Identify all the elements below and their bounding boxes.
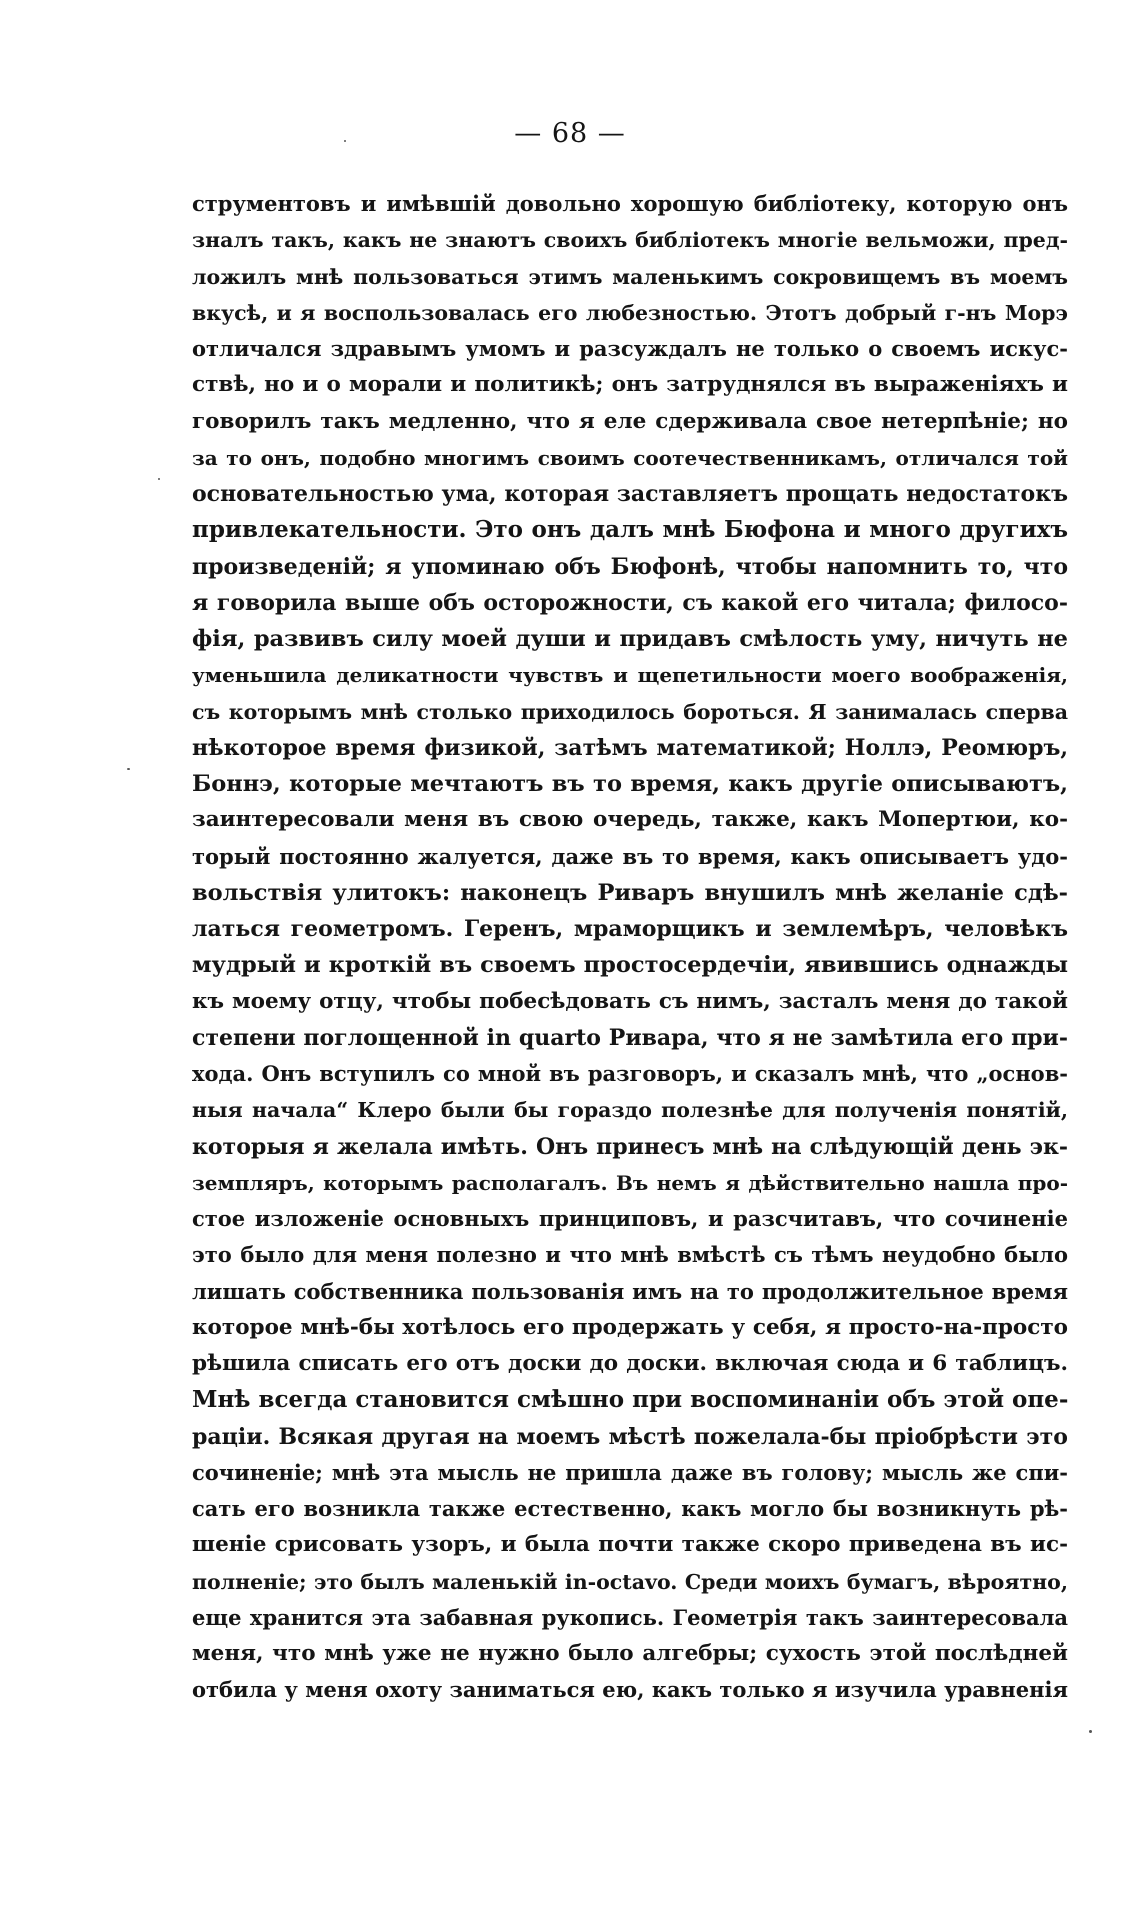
text-line: Боннэ, которые мечтаютъ въ то время, какъ другіе описываютъ, [192,771,1068,797]
text-line: заинтересовали меня въ свою очередь, также, какъ Мопертюи, ко- [192,807,1068,833]
text-line: которыя я желала имѣть. Онъ принесъ мнѣ на слѣдующій день эк- [192,1133,1068,1160]
text-line: струментовъ и имѣвшій довольно хорошую библіотеку, которую онъ [192,191,1068,216]
text-line: степени поглощенной in quarto Ривара, что я не замѣтила его при- [192,1024,1068,1051]
text-line: съ которымъ мнѣ столько приходилось бороться. Я занималась сперва [192,699,1068,724]
text-line: ныя начала“ Клеро были бы гораздо полезнѣе для полученія понятій, [192,1098,1068,1123]
text-line: полненіе; это былъ маленькій in-octavo. Среди моихъ бумагъ, вѣроятно, [192,1569,1068,1594]
scan-speck [158,478,160,480]
text-line: стое изложеніе основныхъ принциповъ, и разсчитавъ, что сочиненіе [192,1206,1068,1231]
text-line: нѣкоторое время физикой, затѣмъ математикой; Ноллэ, Реомюръ, [192,734,1068,761]
text-line: фія, развивъ силу моей души и придавъ смѣлость уму, ничуть не [192,626,1068,652]
text-line: рѣшила списать его отъ доски до доски. включая сюда и 6 таблицъ. [192,1351,1068,1376]
text-line: зналъ такъ, какъ не знаютъ своихъ библіотекъ многіе вельможи, пред- [192,228,1068,253]
text-line: вкусѣ, и я воспользовалась его любезностью. Этотъ добрый г-нъ Морэ [192,300,1068,325]
text-line: лишать собственника пользованія имъ на то продолжительное время [192,1278,1068,1304]
text-line: сать его возникла также естественно, какъ могло бы возникнуть рѣ- [192,1496,1068,1521]
text-line: мудрый и кроткій въ своемъ простосердечіи, явившись однажды [192,952,1068,979]
text-line: Мнѣ всегда становится смѣшно при воспоминаніи объ этой опе- [192,1386,1068,1414]
text-line: латься геометромъ. Геренъ, мраморщикъ и землемѣръ, человѣкъ [192,916,1068,942]
page-number: — 68 — [514,118,626,149]
text-line: вольствія улитокъ: наконецъ Риваръ внушилъ мнѣ желаніе сдѣ- [192,879,1068,906]
text-line: еще хранится эта забавная рукопись. Геометрія такъ заинтересовала [192,1604,1068,1630]
text-line: отличался здравымъ умомъ и разсуждалъ не только о своемъ искус- [192,336,1068,361]
body-text [192,186,1068,1709]
text-line: за то онъ, подобно многимъ своимъ соотечественникамъ, отличался той [192,445,1068,470]
text-line: которое мнѣ-бы хотѣлось его продержать у себя, я просто-на-просто [192,1314,1068,1340]
text-line: земпляръ, которымъ располагалъ. Въ немъ я дѣйствительно нашла про- [192,1170,1068,1195]
text-line: привлекательности. Это онъ далъ мнѣ Бюфона и много другихъ [192,516,1068,544]
text-line: ствѣ, но и о морали и политикѣ; онъ затруднялся въ выраженіяхъ и [192,372,1068,398]
text-line: я говорила выше объ осторожности, съ какой его читала; филосо- [192,589,1068,616]
scan-speck [344,140,346,142]
text-line: шеніе срисовать узоръ, и была почти также скоро приведена въ ис- [192,1532,1068,1558]
text-line: говорилъ такъ медленно, что я еле сдерживала свое нетерпѣніе; но [192,408,1068,434]
text-line: торый постоянно жалуется, даже въ то время, какъ описываетъ удо- [192,843,1068,869]
scan-speck [1089,1730,1092,1733]
scan-speck [127,768,130,770]
text-line: основательностью ума, которая заставляетъ прощать недостатокъ [192,481,1068,507]
text-line: меня, что мнѣ уже не нужно было алгебры; сухость этой послѣдней [192,1641,1068,1666]
text-line: къ моему отцу, чтобы побесѣдовать съ нимъ, засталъ меня до такой [192,988,1068,1014]
text-line: произведеній; я упоминаю объ Бюфонѣ, чтобы напомнить то, что [192,553,1068,580]
text-line: хода. Онъ вступилъ со мной въ разговоръ, и сказалъ мнѣ, что „основ- [192,1061,1068,1086]
text-line: уменьшила деликатности чувствъ и щепетильности моего воображенія, [192,663,1068,688]
text-line: ложилъ мнѣ пользоваться этимъ маленькимъ сокровищемъ въ моемъ [192,264,1068,289]
text-line: отбила у меня охоту заниматься ею, какъ только я изучила уравненія [192,1677,1068,1703]
text-line: сочиненіе; мнѣ эта мысль не пришла даже въ голову; мысль же спи- [192,1459,1068,1485]
text-line: раціи. Всякая другая на моемъ мѣстѣ пожелала-бы пріобрѣсти это [192,1423,1068,1450]
text-line: это было для меня полезно и что мнѣ вмѣстѣ съ тѣмъ неудобно было [192,1242,1068,1268]
